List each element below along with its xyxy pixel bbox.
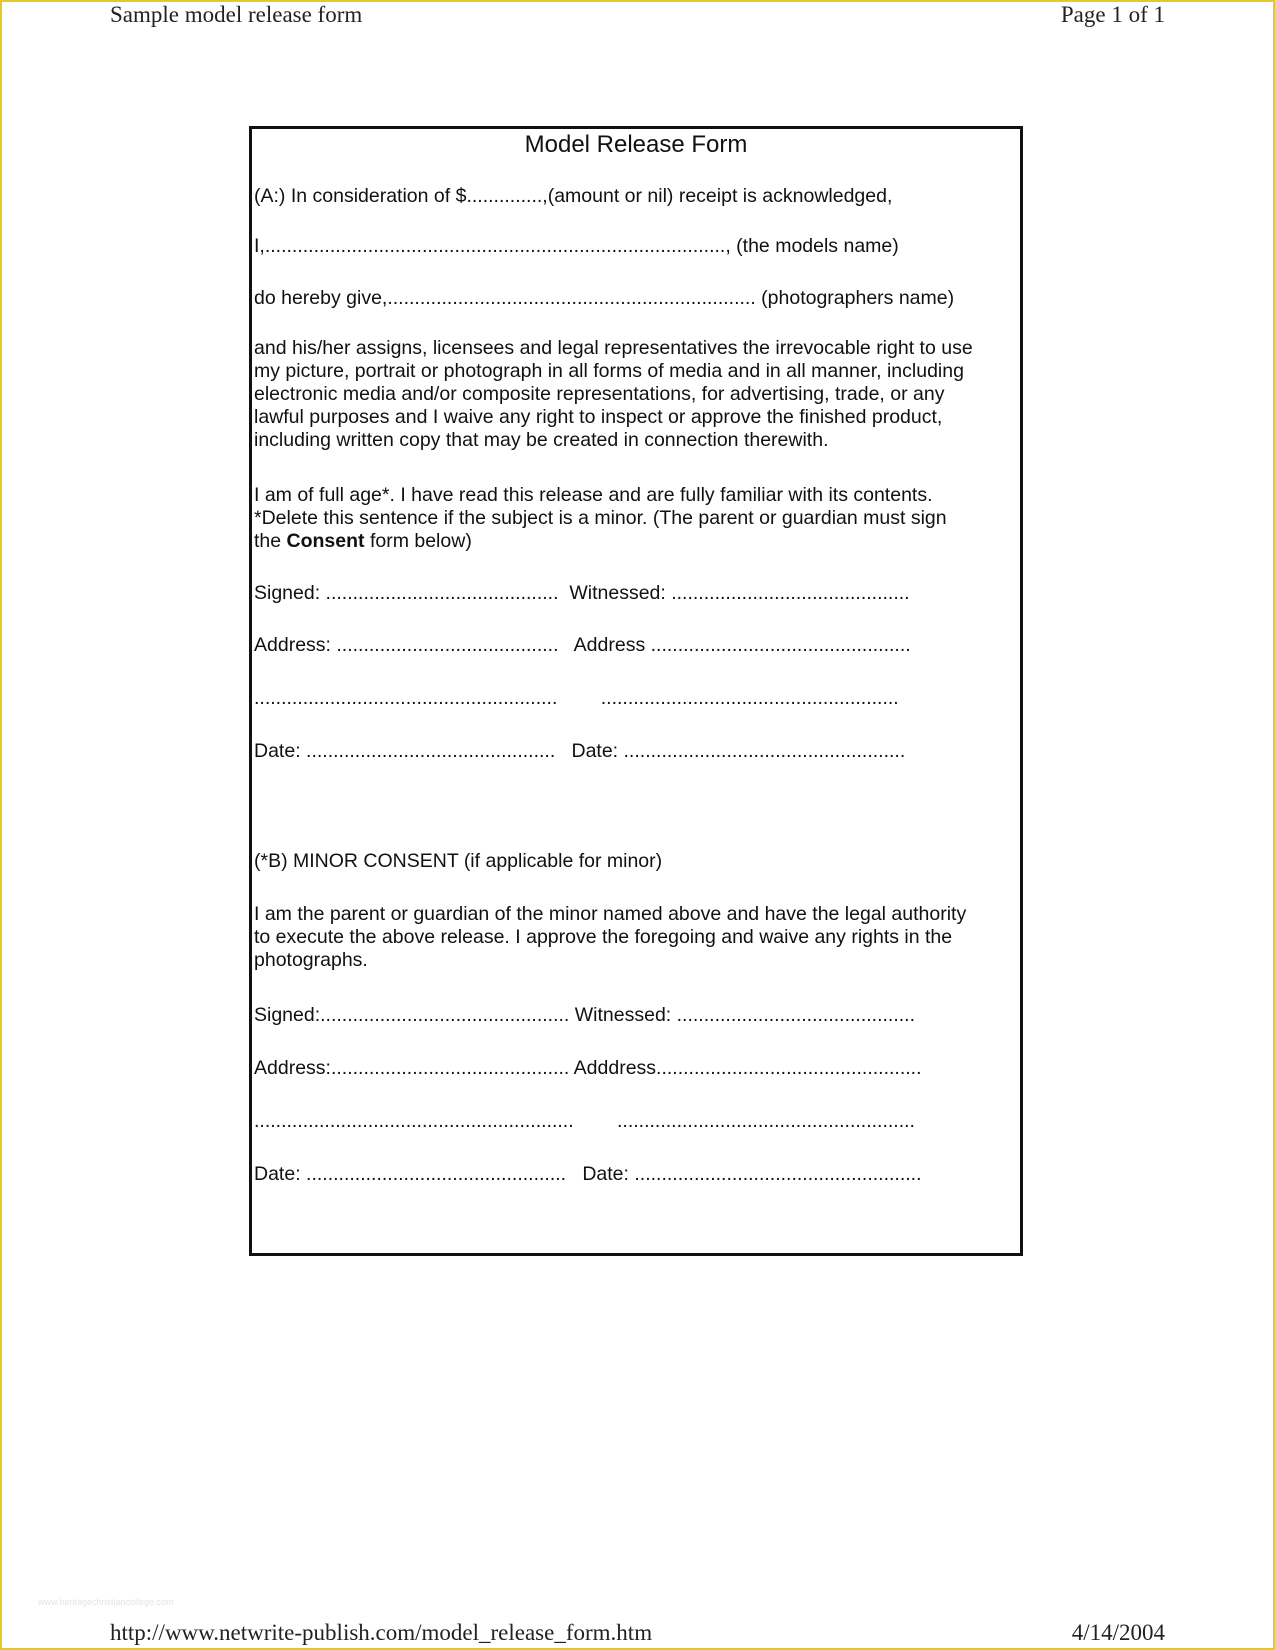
age-line-3 — [254, 530, 472, 553]
date-line-b: Date: ................................................ Date: ..................................................... — [254, 1163, 922, 1185]
address-line-b: Address:............................................ Adddress................................................. — [254, 1057, 922, 1079]
print-header — [110, 2, 1165, 28]
watermark: www.heritagechristiancollege.com — [38, 1597, 174, 1607]
signed-line-a: Signed: ........................................... Witnessed: ............................................ — [254, 582, 910, 604]
minor-consent-heading: (*B) MINOR CONSENT (if applicable for minor) — [254, 850, 663, 872]
age-line-1: I am of full age*. I have read this release and are fully familiar with its contents. — [254, 484, 933, 506]
source-url: http://www.netwrite-publish.com/model_release_form.htm — [110, 1620, 653, 1645]
consideration-line: (A:) In consideration of $..............,(amount or nil) receipt is acknowledged, — [254, 185, 893, 207]
models-name-line: I,....................................................................................., (the models name) — [254, 235, 899, 257]
age-line-3-prefix: the — [254, 530, 287, 552]
address-line-a-2: ........................................................ ....................................................... — [254, 687, 899, 709]
address-line-b-2: ........................................................... ....................................................... — [254, 1110, 915, 1132]
consent-bold: Consent — [286, 530, 365, 552]
form-title: Model Release Form — [524, 131, 748, 158]
print-footer — [110, 1620, 1165, 1646]
model-release-form — [249, 126, 1023, 1256]
address-line-a: Address: ......................................... Address ................................................ — [254, 634, 911, 656]
document-title: Sample model release form — [110, 2, 363, 27]
photographer-line: do hereby give,.................................................................... (photographers name) — [254, 287, 955, 309]
signed-line-b: Signed:.............................................. Witnessed: ............................................ — [254, 1004, 916, 1026]
page-number: Page 1 of 1 — [1060, 2, 1165, 27]
age-line-3-suffix: form below) — [364, 530, 472, 552]
print-date: 4/14/2004 — [1071, 1620, 1165, 1645]
rights-paragraph: and his/her assigns, licensees and legal representatives the irrevocable right to use my picture, portrait or photograph in all forms of media and in all manner, including electronic media and/or composite representations, for advertising, trade, or any lawful purposes and I waive any right to inspect or approve the finished product, including written copy that may be created in connection therewith. — [254, 337, 973, 451]
minor-consent-paragraph: I am the parent or guardian of the minor named above and have the legal authority to execute the above release. I approve the foregoing and waive any rights in the photographs. — [254, 903, 967, 971]
age-line-2: *Delete this sentence if the subject is a minor. (The parent or guardian must sign — [254, 507, 947, 529]
date-line-a: Date: .............................................. Date: .................................................... — [254, 740, 906, 762]
